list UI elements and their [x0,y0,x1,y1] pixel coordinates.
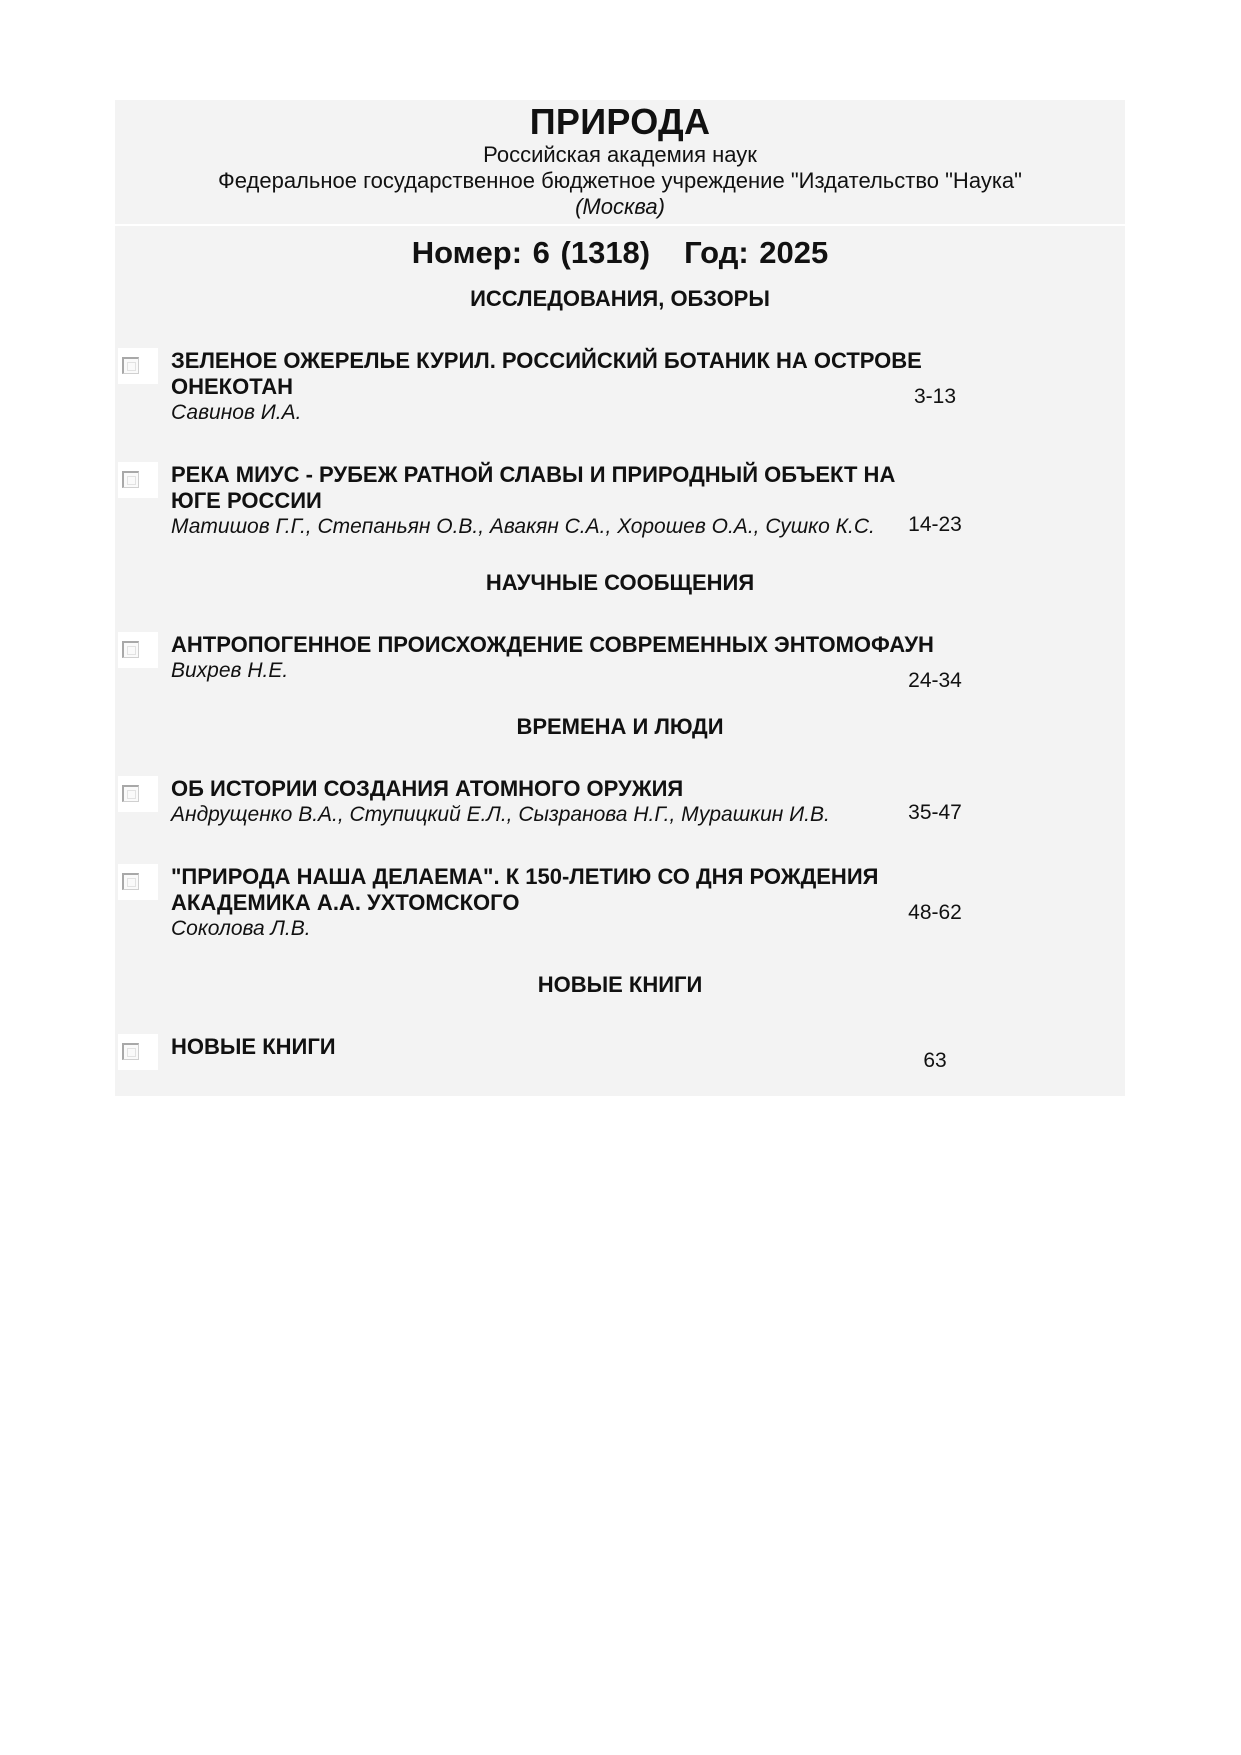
article-entry [115,348,1125,426]
table-of-contents [115,100,1125,1096]
article-pages: 14-23 [908,513,962,536]
article-entry [115,776,1125,828]
article-entry [115,632,1125,692]
article-title[interactable]: НОВЫЕ КНИГИ [171,1034,336,1059]
checkbox-icon [122,1043,139,1060]
article-entry [115,864,1125,942]
issue-number: Номер: 6 (1318) [411,235,651,270]
article-pages: 24-34 [908,669,962,692]
article-entry [115,1034,1125,1072]
section-heading: ИССЛЕДОВАНИЯ, ОБЗОРЫ [470,286,770,311]
article-authors: Андрущенко В.А., Ступицкий Е.Л., Сызранова Н.Г., Мурашкин И.В. [171,803,830,826]
article-pages: 35-47 [908,801,962,824]
article-pages: 3-13 [913,385,957,408]
select-checkbox[interactable] [118,776,158,812]
article-title[interactable]: ОБ ИСТОРИИ СОЗДАНИЯ АТОМНОГО ОРУЖИЯ [171,776,684,801]
article-title[interactable]: АНТРОПОГЕННОЕ ПРОИСХОЖДЕНИЕ СОВРЕМЕННЫХ ЭНТОМОФАУН [171,632,934,657]
article-authors: Соколова Л.В. [171,917,311,940]
academy-name: Российская академия наук [483,142,757,167]
checkbox-icon [122,873,139,890]
article-pages: 48-62 [908,901,962,924]
issue-year: Год: 2025 [684,235,829,270]
publisher-name: Федеральное государственное бюджетное учреждение "Издательство "Наука" [218,168,1022,193]
article-pages: 63 [923,1049,947,1072]
checkbox-icon [122,785,139,802]
section-heading: НОВЫЕ КНИГИ [537,972,703,997]
journal-title: ПРИРОДА [529,101,711,142]
section-heading: ВРЕМЕНА И ЛЮДИ [516,714,724,739]
issue-info [115,226,1125,280]
select-checkbox[interactable] [118,348,158,384]
article-entry [115,462,1125,540]
select-checkbox[interactable] [118,632,158,668]
publisher-city: (Москва) [575,194,665,219]
select-checkbox[interactable] [118,864,158,900]
masthead [115,100,1125,224]
article-title[interactable]: "ПРИРОДА НАША ДЕЛАЕМА". К 150-ЛЕТИЮ СО ДНЯ РОЖДЕНИЯ АКАДЕМИКА А.А. УХТОМСКОГО [171,864,879,915]
article-authors: Вихрев Н.Е. [171,659,289,682]
article-authors: Савинов И.А. [171,401,302,424]
checkbox-icon [122,471,139,488]
select-checkbox[interactable] [118,462,158,498]
article-title[interactable]: РЕКА МИУС - РУБЕЖ РАТНОЙ СЛАВЫ И ПРИРОДНЫЙ ОБЪЕКТ НА ЮГЕ РОССИИ [171,462,896,513]
section-heading: НАУЧНЫЕ СООБЩЕНИЯ [485,570,755,595]
checkbox-icon [122,641,139,658]
select-checkbox[interactable] [118,1034,158,1070]
article-authors: Матишов Г.Г., Степаньян О.В., Авакян С.А., Хорошев О.А., Сушко К.С. [171,515,875,538]
article-title[interactable]: ЗЕЛЕНОЕ ОЖЕРЕЛЬЕ КУРИЛ. РОССИЙСКИЙ БОТАНИК НА ОСТРОВЕ ОНЕКОТАН [171,348,922,399]
checkbox-icon [122,357,139,374]
